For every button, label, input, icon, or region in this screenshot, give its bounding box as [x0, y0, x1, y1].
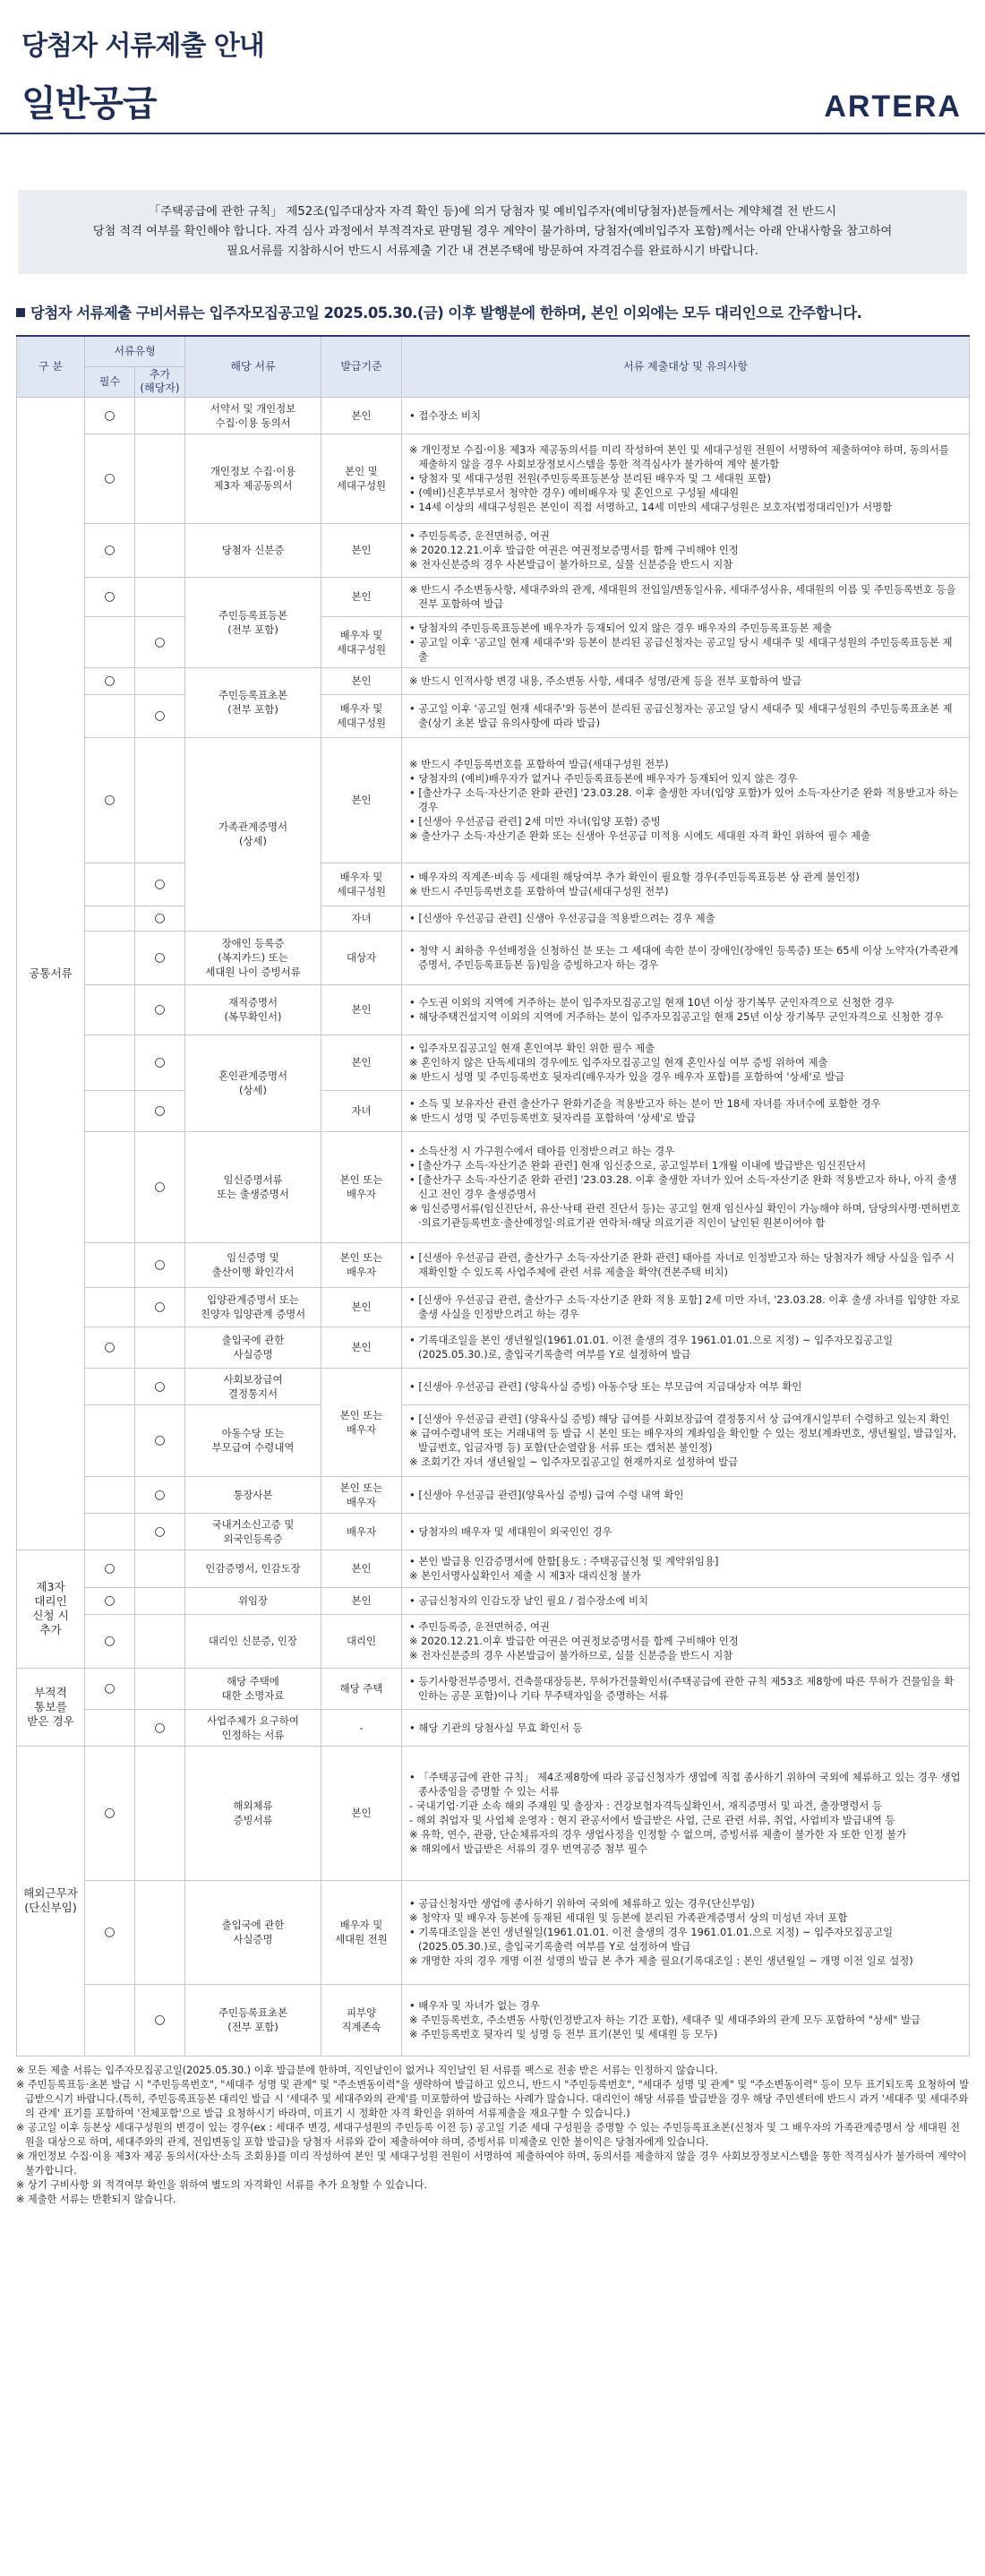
note-line: • 주민등록증, 운전면허증, 여권 [409, 1620, 550, 1633]
notice-line: 당첨 적격 여부를 확인해야 합니다. 자격 심사 과정에서 부적격자로 판명될 경우 계약이 불가하며, 당첨자(예비입주자 포함)께서는 아래 안내사항을 참고하여 [92, 225, 893, 238]
table-row [17, 1668, 970, 1709]
document-name: 혼인관계증명서 (상세) [185, 1035, 321, 1131]
note-line: • 소득 및 보유자산 관련 출산가구 완화기준을 적용받고자 하는 분이 만 18세 자녀를 자녀수에 포함한 경우 [409, 1097, 881, 1110]
document-name: 사업주체가 요구하여 인정하는 서류 [185, 1709, 321, 1746]
note-line: • 청약 시 최하층 우선배정을 신청하신 분 또는 그 세대에 속한 분이 장애인(장애인 등록증) 또는 65세 이상 노약자(가족관계증명서, 주민등록표등본 등)임을 증빙하고자 하는 경우 [409, 944, 959, 971]
note-line: • 기록대조일을 본인 생년월일(1961.01.01. 이전 출생의 경우 1961.01.01.으로 지정) ~ 입주자모집공고일(2025.05.30.)로, 출입국기록출력 여부를 Y로 설정하여 발급 [409, 1334, 894, 1361]
note-line: ※ 반드시 성명 및 주민등록번호 뒷자리(배우자가 있을 경우 배우자 포함)를 포함하여 '상세'로 발급 [409, 1070, 845, 1083]
note-line: ※ 조회기간 자녀 생년월일 ~ 입주자모집공고일 현재까지로 설정하여 발급 [409, 1455, 739, 1468]
additional-mark: ○ [135, 1035, 185, 1090]
notes-cell [402, 1614, 970, 1668]
note-line: • 접수장소 비치 [409, 408, 481, 422]
issue-basis: 자녀 [321, 1090, 402, 1131]
category-cell: 해외근무자 (단신부임) [17, 1746, 85, 2056]
issue-basis: 본인 [321, 1327, 402, 1368]
additional-mark: ○ [135, 906, 185, 931]
note-line: • 본인 발급용 인감증명서에 한함[용도 : 주택공급신청 및 계약위임용] [409, 1555, 719, 1567]
issue-basis: 본인 [321, 984, 402, 1035]
notes-cell [402, 616, 970, 667]
issue-basis: 배우자 및 세대구성원 [321, 694, 402, 737]
note-line: ※ 개인정보 수집·이용 제3자 제공동의서를 미리 작성하여 본인 및 세대구성원 전원이 서명하여 제출하여야 하며, 동의서를 제출하지 않을 경우 사회보장정보시스템을 통한 적격심사가 불가하여 계약 불가함 [409, 443, 949, 470]
note-line: ※ 출산가구 소득·자산기준 완화 또는 신생아 우선공급 미적용 시에도 세대원 자격 확인 위하여 필수 제출 [409, 829, 870, 842]
required-mark [85, 1242, 135, 1287]
note-line: • 기록대조일을 본인 생년월일(1961.01.01. 이전 출생의 경우 1961.01.01.으로 지정) ~ 입주자모집공고일(2025.05.30.)로, 출입국기록출력 여부를 Y로 설정하여 발급 [409, 1926, 894, 1953]
notice-line: 「주택공급에 관한 규칙」 제52조(입주대상자 자격 확인 등)에 의거 당첨자 및 예비입주자(예비당첨자)분들께서는 계약체결 전 반드시 [149, 205, 836, 219]
issue-basis: 본인 [321, 577, 402, 616]
notes-cell [402, 397, 970, 434]
table-row [17, 1587, 970, 1614]
table-row [17, 1709, 970, 1746]
document-name: 출입국에 관한 사실증명 [185, 1327, 321, 1368]
table-row [17, 1090, 970, 1131]
document-name: 국내거소신고증 및 외국인등록증 [185, 1513, 321, 1550]
page-subtitle: 당첨자 서류제출 안내 [21, 30, 264, 62]
table-row [17, 1880, 970, 1984]
notes-cell [402, 1513, 970, 1550]
notes-cell [402, 1327, 970, 1368]
required-mark [85, 1513, 135, 1550]
note-line: ※ 반드시 주소변동사항, 세대주와의 관계, 세대원의 전입일/변동일사유, 세대주성사유, 세대원의 이름 및 주민등록번호 등을 전부 포함하여 발급 [409, 583, 956, 610]
additional-mark: ○ [135, 1513, 185, 1550]
additional-mark [135, 1746, 185, 1880]
note-line: • [신생아 우선공급 관련, 출산가구 소득·자산기준 완화 관련] 태아를 자녀로 인정받고자 하는 당첨자가 해당 사실을 입주 시 재확인할 수 있도록 사업주체에 관련 서류 제출을 확약(견본주택 비치) [409, 1251, 955, 1278]
document-name: 출입국에 관한 사실증명 [185, 1880, 321, 1984]
document-name: 서약서 및 개인정보 수집·이용 동의서 [185, 397, 321, 434]
issue-basis: 본인 [321, 667, 402, 694]
note-line: ※ 반드시 주민등록번호를 포함하여 발급(세대구성원 전부) [409, 758, 669, 770]
document-name: 장애인 등록증 (복지카드) 또는 세대원 나이 증빙서류 [185, 931, 321, 984]
footnote-item: ※ 제출한 서류는 반환되지 않습니다. [16, 2193, 176, 2205]
additional-mark: ○ [135, 694, 185, 737]
note-line: ※ 본인서명사실확인서 제출 시 제3자 대리신청 불가 [409, 1569, 641, 1582]
notes-cell [402, 1476, 970, 1513]
table-row [17, 616, 970, 667]
header-basis: 발급기준 [321, 336, 402, 397]
table-row [17, 667, 970, 694]
additional-mark [135, 1550, 185, 1587]
document-name: 위임장 [185, 1587, 321, 1614]
required-mark [85, 1404, 135, 1476]
note-line: • 등기사항전부증명서, 건축물대장등본, 무허가건물확인서(주택공급에 관한 규칙 제53조 제8항에 따른 무허가 건물임을 확인하는 공문 포함)이나 기타 무주택자임을 증명하는 서류 [409, 1675, 955, 1702]
note-line: • 공고일 이후 '공고일 현재 세대주'와 등본이 분리된 공급신청자는 공고일 당시 세대주 및 세대구성원의 주민등록표등본 제출 [409, 635, 953, 663]
note-line: • 당첨자 및 세대구성원 전원(주민등록표등본상 분리된 배우자 및 그 세대원 포함) [409, 472, 771, 485]
document-name: 해외체류 증빙서류 [185, 1746, 321, 1880]
category-cell: 제3자 대리인 신청 시 추가 [17, 1550, 85, 1668]
required-mark [85, 984, 135, 1035]
note-line: ※ 반드시 성명 및 주민등록번호 뒷자리를 포함하여 '상세'로 발급 [409, 1112, 696, 1124]
table-row [17, 523, 970, 577]
note-line: • [신생아 우선공급 관련] (양육사실 증빙) 아동수당 또는 부모급여 지급대상자 여부 확인 [409, 1379, 802, 1393]
additional-mark: ○ [135, 1287, 185, 1327]
footnotes [16, 2064, 969, 2207]
document-name: 해당 주택에 대한 소명자료 [185, 1668, 321, 1709]
issue-basis: 해당 주택 [321, 1668, 402, 1709]
required-mark [85, 1090, 135, 1131]
additional-mark: ○ [135, 1131, 185, 1242]
note-line: ※ 개명한 자의 경우 개명 이전 성명의 발급 본 추가 제출 필요(기록대조일 : 본인 생년월일 ~ 개명 이전 일로 설정) [409, 1954, 913, 1967]
notes-cell [402, 1368, 970, 1404]
table-row [17, 863, 970, 906]
required-mark: ○ [85, 667, 135, 694]
notes-cell [402, 694, 970, 737]
note-line: • 해당주택건설지역 이외의 지역에 거주하는 분이 입주자모집공고일 현재 25년 이상 장기복무 군인자격으로 신청한 경우 [409, 1010, 944, 1023]
note-line: ※ 유학, 연수, 관광, 단순체류자의 경우 생업사정을 인정할 수 없으며, 증빙서류 제출이 불가한 자 또한 인정 불가 [409, 1828, 907, 1841]
note-line: ※ 반드시 주민등록번호를 포함하여 발급(세대구성원 전부) [409, 885, 669, 897]
additional-mark [135, 1327, 185, 1368]
additional-mark [135, 1668, 185, 1709]
additional-mark: ○ [135, 984, 185, 1035]
note-line: • 당첨자의 주민등록표등본에 배우자가 등재되어 있지 않은 경우 배우자의 주민등록표등본 제출 [409, 621, 833, 634]
table-row [17, 1984, 970, 2056]
required-mark: ○ [85, 577, 135, 616]
footnote-item: ※ 상기 구비사항 외 적격여부 확인을 위하여 별도의 자격확인 서류를 추가 요청할 수 있습니다. [16, 2178, 428, 2191]
table-row [17, 1242, 970, 1287]
notes-cell [402, 1746, 970, 1880]
table-row [17, 737, 970, 863]
required-mark: ○ [85, 1746, 135, 1880]
note-line: • 「주택공급에 관한 규칙」 제4조제8항에 따라 공급신청자가 생업에 직접 종사하기 위하여 국외에 체류하고 있는 경우 생업 종사중임을 증명할 수 있는 서류 [409, 1771, 961, 1798]
notes-cell [402, 1404, 970, 1476]
section-title [16, 301, 969, 322]
notes-cell [402, 1550, 970, 1587]
additional-mark [135, 667, 185, 694]
notes-cell [402, 523, 970, 577]
notes-cell [402, 434, 970, 523]
note-line: • 14세 이상의 세대구성원은 본인이 직접 서명하고, 14세 미만의 세대구성원은 보호자(법정대리인)가 서명함 [409, 501, 893, 513]
required-mark: ○ [85, 434, 135, 523]
additional-mark: ○ [135, 931, 185, 984]
note-line: • 공고일 이후 '공고일 현재 세대주'와 등본이 분리된 공급신청자는 공고일 당시 세대주 및 세대구성원의 주민등록표초본 제출(상기 초본 발급 유의사항에 따라 발급) [409, 702, 953, 729]
footnote-item: ※ 개인정보 수집·이용 제3자 제공 동의서(자산·소득 조회용)를 미리 작성하여 본인 및 세대구성원 전원이 서명하여 제출하여야 하며, 동의서를 제출하지 않을 경우 사회보장정보시스템을 통한 적격심사가 불가하여 계약이 불가합니다. [16, 2150, 967, 2177]
additional-mark [135, 577, 185, 616]
required-mark [85, 1035, 135, 1090]
required-mark [85, 1368, 135, 1404]
required-mark: ○ [85, 523, 135, 577]
issue-basis: 자녀 [321, 906, 402, 931]
note-line: • 공급신청자의 인감도장 날인 필요 / 접수장소에 비치 [409, 1594, 648, 1607]
required-mark [85, 1287, 135, 1327]
note-line: • [신생아 우선공급 관련] 신생아 우선공급을 적용받으려는 경우 제출 [409, 912, 715, 924]
additional-mark [135, 1880, 185, 1984]
note-line: ※ 전자신분증의 경우 사본발급이 불가하므로, 실물 신분증을 반드시 지참 [409, 558, 733, 571]
issue-basis: 본인 [321, 1746, 402, 1880]
table-row [17, 906, 970, 931]
issue-basis: 대리인 [321, 1614, 402, 1668]
document-name: 주민등록표초본 (전부 포함) [185, 1984, 321, 2056]
document-name: 대리인 신분증, 인장 [185, 1614, 321, 1668]
note-line: • 수도권 이외의 지역에 거주하는 분이 입주자모집공고일 현재 10년 이상 장기복무 군인자격으로 신청한 경우 [409, 996, 895, 1009]
notes-cell [402, 1984, 970, 2056]
header-category: 구 분 [17, 336, 85, 397]
note-line: • [신생아 우선공급 관련] (양육사실 증빙) 해당 급여를 사회보장급여 결정통지서 상 급여개시일부터 수령하고 있는지 확인 [409, 1413, 950, 1425]
required-mark [85, 931, 135, 984]
note-line: • 공급신청자만 생업에 종사하기 위하여 국외에 체류하고 있는 경우(단신부임) [409, 1897, 755, 1910]
table-row [17, 1131, 970, 1242]
document-name: 임신증명 및 출산이행 확인각서 [185, 1242, 321, 1287]
notes-cell [402, 1242, 970, 1287]
issue-basis: - [321, 1709, 402, 1746]
note-line: - 해외 취업자 및 사업체 운영자 : 현지 관공서에서 발급받은 사업, 근로 관련 서류, 취업, 사업비자 발급내역 등 [409, 1814, 895, 1826]
table-body [17, 397, 970, 2056]
document-name: 가족관계증명서 (상세) [185, 737, 321, 931]
required-mark: ○ [85, 1614, 135, 1668]
document-name: 인감증명서, 인감도장 [185, 1550, 321, 1587]
notes-cell [402, 863, 970, 906]
notes-cell [402, 1090, 970, 1131]
table-row [17, 1327, 970, 1368]
note-line: • [출산가구 소득·자산기준 완화 관련] '23.03.28. 이후 출생한 자녀가 있어 소득·자산기준 완화 적용받고자 하나, 아직 출생신고 전인 경우 출생증명서 [409, 1173, 957, 1200]
document-name: 사회보장급여 결정통지서 [185, 1368, 321, 1404]
required-mark: ○ [85, 1668, 135, 1709]
table-row [17, 1550, 970, 1587]
page-title: 일반공급 [21, 83, 157, 125]
additional-mark [135, 397, 185, 434]
footnote-item: ※ 모든 제출 서류는 입주자모집공고일(2025.05.30.) 이후 발급분에 한하며, 직인날인이 없거나 직인날인 된 서류를 팩스로 전송 받은 서류는 인정하지 않습니다. [16, 2064, 718, 2076]
additional-mark: ○ [135, 1242, 185, 1287]
note-line: • 배우자의 직계존·비속 등 세대원 해당여부 추가 확인이 필요할 경우(주민등록표등본 상 관계 불인정) [409, 871, 860, 883]
note-line: • [신생아 우선공급 관련] 2세 미만 자녀(입양 포함) 증빙 [409, 815, 661, 828]
issue-basis: 본인 또는 배우자 [321, 1368, 402, 1476]
header-doc-type: 서류유형 [85, 336, 185, 366]
table-row [17, 1287, 970, 1327]
notes-cell [402, 1035, 970, 1090]
note-line: ※ 전자신분증의 경우 사본발급이 불가하므로, 실물 신분증을 반드시 지참 [409, 1649, 733, 1662]
notes-cell [402, 737, 970, 863]
notes-cell [402, 906, 970, 931]
note-line: • 해당 기관의 당첨사실 무효 확인서 등 [409, 1721, 583, 1734]
additional-mark: ○ [135, 616, 185, 667]
required-mark [85, 863, 135, 906]
required-mark [85, 1476, 135, 1513]
note-line: ※ 주민등록번호 뒷자리 및 성명 등 전부 표기(본인 및 세대원 등 모두) [409, 2028, 718, 2040]
brand-logo: ARTERA [824, 90, 962, 124]
notes-cell [402, 984, 970, 1035]
notes-cell [402, 577, 970, 616]
note-line: • 주민등록증, 운전면허증, 여권 [409, 529, 550, 542]
header-additional: 추가 (해당자) [135, 366, 185, 397]
notice-box [18, 190, 967, 274]
note-line: ※ 급여수령내역 또는 거래내역 등 발급 시 본인 또는 배우자의 계좌임을 확인할 수 있는 정보(계좌번호, 생년월일, 발급일자, 발급번호, 입금자명 등) 포함(단순열람용 서류 또는 캡처본 불인정) [409, 1427, 956, 1454]
additional-mark: ○ [135, 1090, 185, 1131]
note-line: - 국내기업·기관 소속 해외 주재원 및 출장자 : 건강보험자격득실확인서, 재직증명서 및 파견, 출장명령서 등 [409, 1799, 883, 1812]
documents-table [16, 335, 970, 2057]
required-mark: ○ [85, 1587, 135, 1614]
document-name: 개인정보 수집·이용 제3자 제공동의서 [185, 434, 321, 523]
note-line: • 배우자 및 자녀가 없는 경우 [409, 1999, 540, 2012]
required-mark: ○ [85, 1550, 135, 1587]
square-bullet-icon [16, 308, 25, 317]
notes-cell [402, 667, 970, 694]
note-line: ※ 혼인하지 않은 단독세대의 경우에도 입주자모집공고일 현재 혼인사실 여부 증빙 위하여 제출 [409, 1056, 828, 1069]
table-row [17, 1746, 970, 1880]
additional-mark: ○ [135, 863, 185, 906]
document-name: 재직증명서 (복무확인서) [185, 984, 321, 1035]
issue-basis: 본인 또는 배우자 [321, 1242, 402, 1287]
header-notes: 서류 제출대상 및 유의사항 [402, 336, 970, 397]
additional-mark [135, 1587, 185, 1614]
document-name: 주민등록표등본 (전부 포함) [185, 577, 321, 667]
table-row [17, 1513, 970, 1550]
note-line: ※ 임신증명서류(임신진단서, 유산·낙태 관련 진단서 등)는 공고일 현재 임신사실 확인이 가능해야 하며, 담당의사명·면허번호·의료기관등록번호·출산예정일·의료기관 연락처·해당 의료기관 직인이 날인된 원본이어야 함 [409, 1202, 961, 1229]
notes-cell [402, 1131, 970, 1242]
required-mark: ○ [85, 737, 135, 863]
issue-basis: 본인 [321, 1587, 402, 1614]
issue-basis: 본인 및 세대구성원 [321, 434, 402, 523]
issue-basis: 배우자 및 세대구성원 [321, 863, 402, 906]
notes-cell [402, 1880, 970, 1984]
notice-line: 필요서류를 지참하시어 반드시 서류제출 기간 내 견본주택에 방문하여 자격검수를 완료하시기 바랍니다. [227, 245, 758, 258]
note-line: ※ 2020.12.21.이후 발급한 여권은 여권정보증명서를 함께 구비해야 인정 [409, 544, 739, 556]
table-row [17, 984, 970, 1035]
table-row [17, 397, 970, 434]
table-row [17, 931, 970, 984]
page-header [0, 0, 985, 134]
notes-cell [402, 1587, 970, 1614]
notes-cell [402, 931, 970, 984]
notes-cell [402, 1668, 970, 1709]
note-line: • 당첨자의 (예비)배우자가 없거나 주민등록표등본에 배우자가 등재되어 있지 않은 경우 [409, 772, 798, 785]
note-line: ※ 주민등록번호, 주소변동 사항(인정받고자 하는 기간 포함), 세대주 및 세대주와의 관계 모두 포함하여 "상세" 발급 [409, 2014, 921, 2026]
issue-basis: 피부양 직계존속 [321, 1984, 402, 2056]
additional-mark: ○ [135, 1368, 185, 1404]
issue-basis: 본인 또는 배우자 [321, 1476, 402, 1513]
note-line: • 소득산정 시 가구원수에서 태아를 인정받으려고 하는 경우 [409, 1145, 675, 1157]
document-name: 아동수당 또는 부모급여 수령내역 [185, 1404, 321, 1476]
note-line: ※ 2020.12.21.이후 발급한 여권은 여권정보증명서를 함께 구비해야 인정 [409, 1635, 739, 1647]
table-row [17, 1476, 970, 1513]
issue-basis: 배우자 및 세대구성원 [321, 616, 402, 667]
issue-basis: 본인 [321, 1287, 402, 1327]
note-line: • [신생아 우선공급 관련](양육사실 증빙) 급여 수령 내역 확인 [409, 1488, 684, 1501]
table-row [17, 694, 970, 737]
notes-cell [402, 1287, 970, 1327]
note-line: • 당첨자의 배우자 및 세대원이 외국인인 경우 [409, 1524, 612, 1538]
footnote-item: ※ 공고일 이후 등본상 세대구성원의 변경이 있는 경우(ex : 세대주 변경, 세대구성원의 주민등록 이전 등) 공고일 기준 세대 구성원을 증명할 수 있는 주민등록표초본(신청자 및 그 배우자의 가족관계증명서 상 세대원 전원을 대상으로 하며, 세대주와의 관계, 전입변동일 포함 발급)을 당첨자 서류와 같이 제출하여야 하며, 증빙서류 미제출로 인한 불이익은 당첨자에게 있습니다. [16, 2121, 961, 2148]
issue-basis: 본인 또는 배우자 [321, 1131, 402, 1242]
issue-basis: 본인 [321, 397, 402, 434]
required-mark: ○ [85, 397, 135, 434]
table-row [17, 577, 970, 616]
required-mark [85, 694, 135, 737]
issue-basis: 배우자 [321, 1513, 402, 1550]
note-line: • 입주자모집공고일 현재 혼인여부 확인 위한 필수 제출 [409, 1042, 655, 1054]
table-row [17, 1035, 970, 1090]
table-row [17, 1614, 970, 1668]
table-row [17, 434, 970, 523]
issue-basis: 본인 [321, 523, 402, 577]
required-mark [85, 1709, 135, 1746]
issue-basis: 배우자 및 세대원 전원 [321, 1880, 402, 1984]
table-row [17, 1404, 970, 1476]
document-name: 임신증명서류 또는 출생증명서 [185, 1131, 321, 1242]
additional-mark [135, 737, 185, 863]
note-line: • (예비)신혼부부로서 청약한 경우) 예비배우자 및 혼인으로 구성될 세대원 [409, 486, 740, 499]
category-cell: 공통서류 [17, 397, 85, 1550]
issue-basis: 본인 [321, 1035, 402, 1090]
document-name: 당첨자 신분증 [185, 523, 321, 577]
note-line: ※ 반드시 인적사항 변경 내용, 주소변동 사항, 세대주 성명/관계 등을 전부 포함하여 발급 [409, 674, 802, 687]
additional-mark [135, 1614, 185, 1668]
document-name: 입양관계증명서 또는 친양자 입양관계 증명서 [185, 1287, 321, 1327]
note-line: ※ 청약자 및 배우자 등본에 등재된 세대원 및 등본에 분리된 가족관계증명서 상의 미성년 자녀 포함 [409, 1911, 848, 1924]
issue-basis: 본인 [321, 1550, 402, 1587]
additional-mark [135, 523, 185, 577]
required-mark [85, 616, 135, 667]
note-line: • [출산가구 소득·자산기준 완화 관련] '23.03.28. 이후 출생한 자녀(입양 포함)가 있어 소득·자산기준 완화 적용받고자 하는 경우 [409, 786, 959, 813]
required-mark: ○ [85, 1880, 135, 1984]
document-name: 통장사본 [185, 1476, 321, 1513]
document-name: 주민등록표초본 (전부 포함) [185, 667, 321, 737]
required-mark [85, 906, 135, 931]
issue-basis: 본인 [321, 737, 402, 863]
required-mark [85, 1131, 135, 1242]
additional-mark: ○ [135, 1984, 185, 2056]
additional-mark: ○ [135, 1404, 185, 1476]
category-cell: 부적격 통보를 받은 경우 [17, 1668, 85, 1746]
header-document: 해당 서류 [185, 336, 321, 397]
issue-basis: 대상자 [321, 931, 402, 984]
required-mark: ○ [85, 1327, 135, 1368]
header-required: 필수 [85, 366, 135, 397]
additional-mark: ○ [135, 1709, 185, 1746]
table-row [17, 1368, 970, 1404]
footnote-item: ※ 주민등록표등·초본 발급 시 "주민등록번호", "세대주 성명 및 관계" 및 "주소변동이력"을 생략하여 발급하고 있으니, 반드시 "주민등록번호", "세대주 성명 및 관계" 및 "주소변동이력" 등이 모두 표기되도록 요청하여 발급받으시기 바랍니다.(특히, 주민등록표등본 대리인 발급 시 '세대주 및 세대주와의 관계'를 미포함하여 발급하는 사례가 많습니다. 대리인이 해당 서류를 발급받을 경우 해당 주민센터에 반드시 과거 '세대주 및 세대주와의 관계' 표기를 포함하여 '전체포함'으로 발급 요청하시기 바라며, 미표기 시 정확한 자격 확인을 위하여 서류제출을 재요구할 수 있습니다.) [16, 2078, 969, 2119]
section-title-text: 당첨자 서류제출 구비서류는 입주자모집공고일 2025.05.30.(금) 이후 발행분에 한하며, 본인 이외에는 모두 대리인으로 간주합니다. [30, 305, 862, 322]
notes-cell [402, 1709, 970, 1746]
note-line: • [출산가구 소득·자산기준 완화 관련] 현재 임신중으로, 공고일부터 1개월 이내에 발급받은 임신진단서 [409, 1159, 867, 1172]
additional-mark [135, 434, 185, 523]
note-line: ※ 해외에서 발급받은 서류의 경우 번역공증 첨부 필수 [409, 1842, 647, 1855]
required-mark [85, 1984, 135, 2056]
note-line: • [신생아 우선공급 관련, 출산가구 소득·자산기준 완화 적용 포함] 2세 미만 자녀, '23.03.28. 이후 출생 자녀를 입양한 자로 출생 사실을 인정받으려고 하는 경우 [409, 1293, 960, 1320]
additional-mark: ○ [135, 1476, 185, 1513]
